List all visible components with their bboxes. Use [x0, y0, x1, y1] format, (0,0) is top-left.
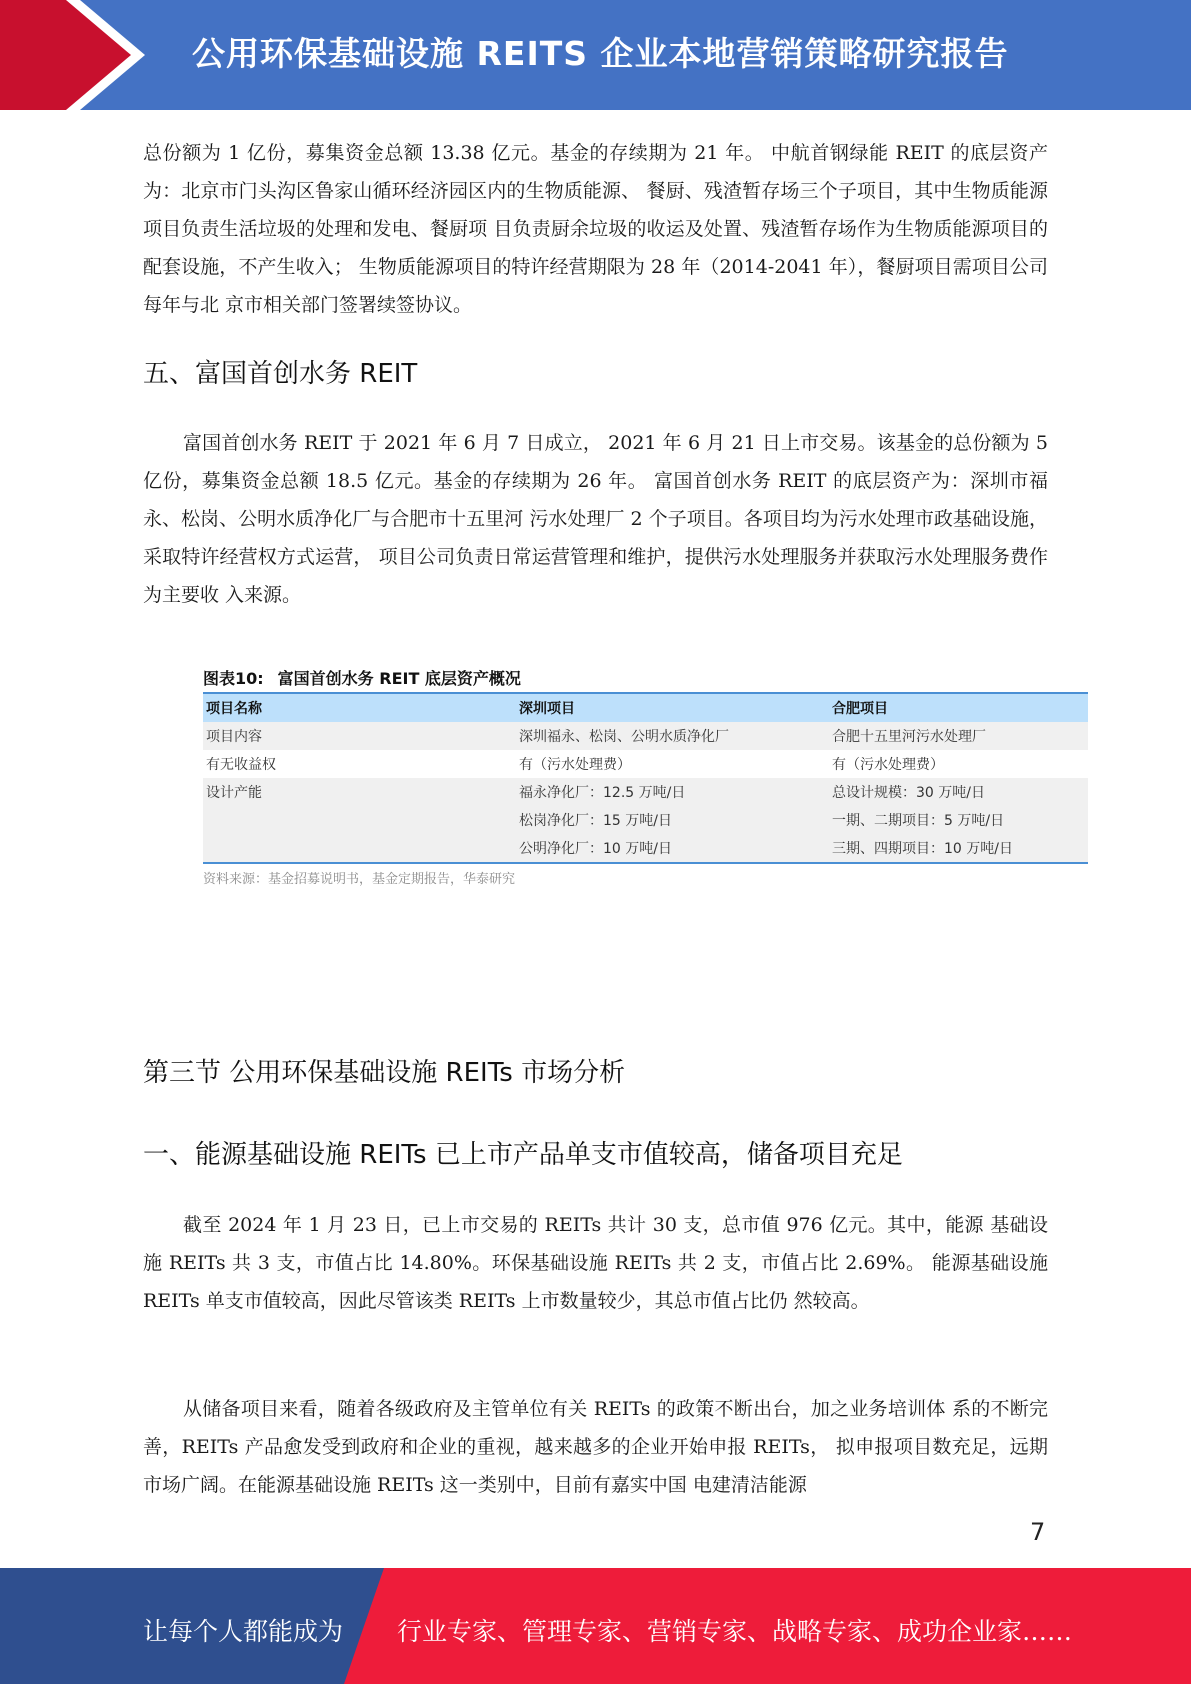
- table-header-row: [203, 693, 1088, 722]
- section-title: 第三节 公用环保基础设施 REITs 市场分析: [143, 1058, 626, 1088]
- table-header-cell: 深圳项目: [516, 693, 829, 722]
- footer-slogan-right: 行业专家、管理专家、营销专家、战略专家、成功企业家……: [397, 1617, 1073, 1646]
- table-cell: 设计产能: [203, 778, 516, 806]
- table-row: [203, 834, 1088, 863]
- table-cell: [203, 834, 516, 863]
- table-cell: 福永净化厂：12.5 万吨/日: [516, 778, 829, 806]
- table-cell: 一期、二期项目：5 万吨/日: [829, 806, 1088, 834]
- asset-overview-table: [203, 692, 1088, 864]
- table-cell: 公明净化厂：10 万吨/日: [516, 834, 829, 863]
- table-cell: 项目内容: [203, 722, 516, 750]
- paragraph-fuguo: 富国首创水务 REIT 于 2021 年 6 月 7 日成立， 2021 年 6 月 21 日上市交易。该基金的总份额为 5 亿份，募集资金总额 18.5 亿元。基金的存续期为 26 年。 富国首创水务 REIT 的底层资产为：深圳市福永、松岗、公明水质净化厂与合肥市十五里河 污水处理厂 2 个子项目。各项目均为污水处理市政基础设施，采取特许经营权方式运营， 项目公司负责日常运营管理和维护，提供污水处理服务并获取污水处理服务费作为主要收 入来源。: [143, 432, 1048, 606]
- table-cell: 有（污水处理费）: [519, 757, 631, 773]
- report-title: 公用环保基础设施 REITS 企业本地营销策略研究报告: [192, 34, 1009, 73]
- table-cell: 三期、四期项目：10 万吨/日: [829, 834, 1088, 863]
- page-number: 7: [1030, 1518, 1046, 1546]
- table-row: [203, 806, 1088, 834]
- table-cell: 松岗净化厂：15 万吨/日: [516, 806, 829, 834]
- page-header: [0, 0, 1191, 110]
- table-cell: 深圳福永、松岗、公明水质净化厂: [516, 722, 829, 750]
- table-cell: [203, 806, 516, 834]
- table-cell: 有无收益权: [206, 757, 276, 773]
- table-cell: 有（污水处理费）: [832, 757, 944, 773]
- paragraph-continued: 总份额为 1 亿份，募集资金总额 13.38 亿元。基金的存续期为 21 年。 中航首钢绿能 REIT 的底层资产为：北京市门头沟区鲁家山循环经济园区内的生物质能源、 餐厨、残渣暂存场三个子项目，其中生物质能源项目负责生活垃圾的处理和发电、餐厨项 目负责厨余垃圾的收运及处置、残渣暂存场作为生物质能源项目的配套设施，不产生收入； 生物质能源项目的特许经营期限为 28 年（2014-2041 年），餐厨项目需项目公司每年与北 京市相关部门签署续签协议。: [143, 142, 1048, 316]
- footer-slogan-left: 让每个人都能成为: [143, 1617, 344, 1646]
- figure-caption: 富国首创水务 REIT 底层资产概况: [277, 669, 521, 688]
- page-footer: [0, 1568, 1191, 1684]
- paragraph-market: 截至 2024 年 1 月 23 日，已上市交易的 REITs 共计 30 支，总市值 976 亿元。其中，能源 基础设施 REITs 共 3 支，市值占比 14.80%。环保基础设施 REITs 共 2 支，市值占比 2.69%。 能源基础设施 REITs 单支市值较高，因此尽管该类 REITs 上市数量较少，其总市值占比仍 然较高。: [143, 1214, 1048, 1312]
- table-cell: 合肥十五里河污水处理厂: [829, 722, 1088, 750]
- table-row: [203, 778, 1088, 806]
- figure-source: 资料来源：基金招募说明书，基金定期报告，华泰研究: [203, 872, 516, 887]
- table-cell: 总设计规模：30 万吨/日: [829, 778, 1088, 806]
- header-chevron-icon: [0, 0, 160, 110]
- heading-energy-reits: 一、能源基础设施 REITs 已上市产品单支市值较高，储备项目充足: [143, 1140, 903, 1170]
- figure-title: [203, 666, 1088, 692]
- paragraph-reserve: 从储备项目来看，随着各级政府及主管单位有关 REITs 的政策不断出台，加之业务培训体 系的不断完善，REITs 产品愈发受到政府和企业的重视，越来越多的企业开始申报 REITs， 拟申报项目数充足，远期市场广阔。在能源基础设施 REITs 这一类别中，目前有嘉实中国 电建清洁能源: [143, 1398, 1048, 1496]
- heading-fuguo-reit: 五、富国首创水务 REIT: [143, 359, 418, 389]
- table-row: [203, 722, 1088, 750]
- table-header-cell: 项目名称: [203, 693, 516, 722]
- table-row: [203, 750, 1088, 778]
- figure-10: [203, 666, 1088, 887]
- figure-label: 图表10:: [203, 669, 264, 688]
- table-header-cell: 合肥项目: [829, 693, 1088, 722]
